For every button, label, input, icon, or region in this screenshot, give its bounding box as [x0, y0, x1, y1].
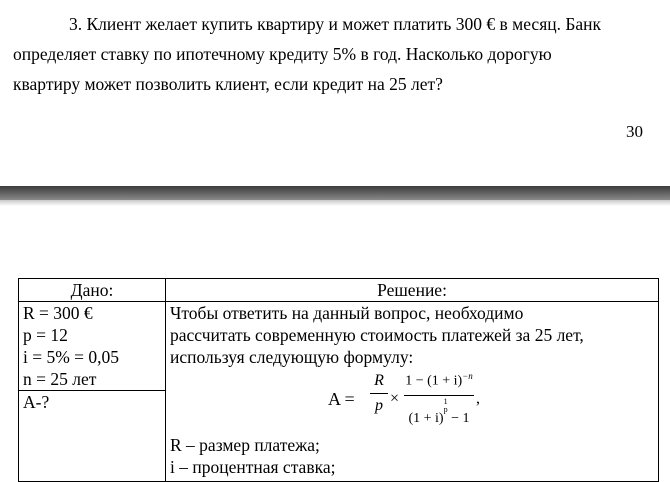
formula-p: p: [375, 397, 383, 414]
fraction-bar: [404, 395, 474, 396]
page-number: 30: [626, 122, 643, 141]
problem-line-2: определяет ставку по ипотечному кредиту 5% в год. Насколько дорогую: [13, 44, 552, 64]
given-values: [19, 302, 166, 391]
numerator-text: 1 − (1 + i): [405, 373, 463, 389]
formula-numerator: [404, 368, 474, 390]
solution-body: [166, 302, 659, 482]
exp-numerator: 1: [443, 396, 448, 406]
given-n: n = 25 лет: [23, 369, 97, 389]
page-break-shadow: [0, 200, 670, 206]
given-r: R = 300 €: [23, 303, 93, 323]
solution-line-1: Чтобы ответить на данный вопрос, необходимо: [170, 303, 524, 323]
find-cell: А-?: [19, 391, 166, 482]
solution-line-3: используя следующую формулу:: [170, 347, 414, 367]
given-header: Дано:: [19, 279, 166, 302]
solution-header: Решение:: [166, 279, 659, 302]
solution-line-2: рассчитать современную стоимость платежей за 25 лет,: [170, 325, 584, 345]
formula-lhs: A =: [328, 389, 355, 409]
given-p: p = 12: [23, 325, 68, 345]
numerator-exponent: −n: [462, 371, 473, 381]
exp-denominator: p: [443, 404, 448, 414]
definition-r: R – размер платежа;: [170, 435, 320, 455]
formula-denominator: [404, 398, 474, 427]
solution-table: [18, 278, 659, 482]
problem-text: [13, 9, 655, 99]
definition-i: i – процентная ставка;: [170, 457, 336, 477]
problem-line-1: 3. Клиент желает купить квартиру и может платить 300 € в месяц. Банк: [69, 14, 602, 34]
given-i: i = 5% = 0,05: [23, 347, 120, 367]
page-break-divider: [0, 186, 670, 200]
formula-r: R: [374, 372, 384, 389]
fraction-bar: [370, 393, 388, 394]
formula-comma: ,: [476, 390, 480, 407]
formula-r-over-p: [370, 372, 388, 415]
denominator-tail: − 1: [447, 410, 470, 426]
formula-main-fraction: [404, 368, 474, 427]
formula-times: ×: [390, 390, 400, 407]
denominator-base: (1 + i): [408, 410, 444, 426]
problem-line-3: квартиру может позволить клиент, если кредит на 25 лет?: [13, 74, 443, 94]
annuity-formula: [170, 368, 654, 434]
